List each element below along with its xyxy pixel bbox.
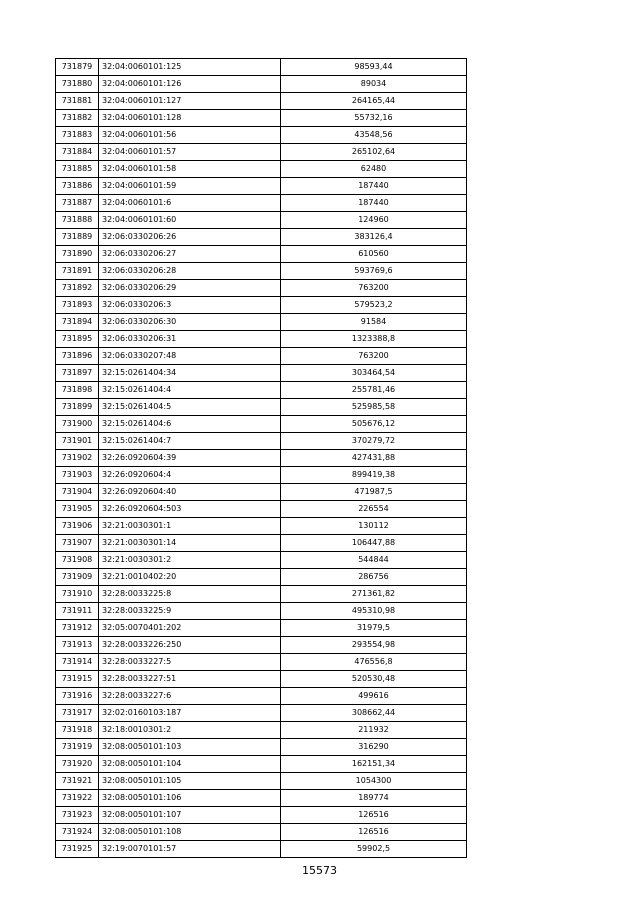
row-id-cell: 731903 (56, 467, 99, 484)
cadastral-value-cell: 593769,6 (281, 263, 467, 280)
table-row (56, 382, 467, 399)
row-id-cell: 731886 (56, 178, 99, 195)
cadastral-number-cell: 32:08:0050101:106 (99, 790, 281, 807)
table-row (56, 739, 467, 756)
row-id-cell: 731916 (56, 688, 99, 705)
table-row (56, 671, 467, 688)
table-row (56, 297, 467, 314)
cadastral-value-table (55, 58, 467, 858)
cadastral-value-cell: 505676,12 (281, 416, 467, 433)
table-row (56, 76, 467, 93)
cadastral-number-cell: 32:04:0060101:56 (99, 127, 281, 144)
table-row (56, 246, 467, 263)
cadastral-value-cell: 471987,5 (281, 484, 467, 501)
cadastral-number-cell: 32:28:0033227:51 (99, 671, 281, 688)
cadastral-value-cell: 476556,8 (281, 654, 467, 671)
cadastral-value-cell: 308662,44 (281, 705, 467, 722)
cadastral-value-cell: 271361,82 (281, 586, 467, 603)
cadastral-number-cell: 32:19:0070101:57 (99, 841, 281, 858)
table-row (56, 552, 467, 569)
table-row (56, 569, 467, 586)
cadastral-number-cell: 32:04:0060101:126 (99, 76, 281, 93)
table-row (56, 110, 467, 127)
row-id-cell: 731922 (56, 790, 99, 807)
table-row (56, 263, 467, 280)
cadastral-number-cell: 32:21:0030301:14 (99, 535, 281, 552)
cadastral-value-cell: 62480 (281, 161, 467, 178)
row-id-cell: 731882 (56, 110, 99, 127)
cadastral-number-cell: 32:28:0033225:9 (99, 603, 281, 620)
table-row (56, 161, 467, 178)
row-id-cell: 731893 (56, 297, 99, 314)
row-id-cell: 731907 (56, 535, 99, 552)
row-id-cell: 731901 (56, 433, 99, 450)
table-row (56, 348, 467, 365)
row-id-cell: 731923 (56, 807, 99, 824)
cadastral-value-cell: 303464,54 (281, 365, 467, 382)
table-row (56, 178, 467, 195)
table-row (56, 841, 467, 858)
row-id-cell: 731911 (56, 603, 99, 620)
page-number: 15573 (302, 864, 337, 877)
row-id-cell: 731889 (56, 229, 99, 246)
cadastral-number-cell: 32:05:0070401:202 (99, 620, 281, 637)
cadastral-number-cell: 32:28:0033226:250 (99, 637, 281, 654)
row-id-cell: 731887 (56, 195, 99, 212)
cadastral-value-cell: 499616 (281, 688, 467, 705)
table-row (56, 416, 467, 433)
cadastral-number-cell: 32:06:0330206:31 (99, 331, 281, 348)
table-row (56, 688, 467, 705)
table-row (56, 280, 467, 297)
cadastral-number-cell: 32:18:0010301:2 (99, 722, 281, 739)
table-row (56, 365, 467, 382)
table-row (56, 314, 467, 331)
table-row (56, 212, 467, 229)
cadastral-value-cell: 427431,88 (281, 450, 467, 467)
row-id-cell: 731914 (56, 654, 99, 671)
cadastral-value-cell: 43548,56 (281, 127, 467, 144)
cadastral-number-cell: 32:15:0261404:5 (99, 399, 281, 416)
table-row (56, 93, 467, 110)
table-row (56, 518, 467, 535)
row-id-cell: 731880 (56, 76, 99, 93)
cadastral-number-cell: 32:21:0030301:1 (99, 518, 281, 535)
cadastral-value-cell: 162151,34 (281, 756, 467, 773)
row-id-cell: 731896 (56, 348, 99, 365)
cadastral-value-cell: 126516 (281, 807, 467, 824)
cadastral-number-cell: 32:02:0160103:187 (99, 705, 281, 722)
row-id-cell: 731900 (56, 416, 99, 433)
cadastral-value-cell: 579523,2 (281, 297, 467, 314)
cadastral-number-cell: 32:04:0060101:128 (99, 110, 281, 127)
row-id-cell: 731888 (56, 212, 99, 229)
cadastral-value-cell: 316290 (281, 739, 467, 756)
cadastral-number-cell: 32:04:0060101:59 (99, 178, 281, 195)
cadastral-value-cell: 98593,44 (281, 59, 467, 76)
table-row (56, 586, 467, 603)
cadastral-number-cell: 32:04:0060101:60 (99, 212, 281, 229)
table-row (56, 705, 467, 722)
cadastral-number-cell: 32:06:0330206:26 (99, 229, 281, 246)
table-row (56, 773, 467, 790)
cadastral-value-cell: 59902,5 (281, 841, 467, 858)
cadastral-number-cell: 32:08:0050101:107 (99, 807, 281, 824)
table-row (56, 501, 467, 518)
cadastral-value-cell: 106447,88 (281, 535, 467, 552)
row-id-cell: 731921 (56, 773, 99, 790)
cadastral-value-cell: 187440 (281, 178, 467, 195)
row-id-cell: 731885 (56, 161, 99, 178)
row-id-cell: 731899 (56, 399, 99, 416)
cadastral-value-cell: 1323388,8 (281, 331, 467, 348)
cadastral-number-cell: 32:28:0033227:5 (99, 654, 281, 671)
cadastral-value-cell: 130112 (281, 518, 467, 535)
cadastral-number-cell: 32:06:0330206:3 (99, 297, 281, 314)
cadastral-number-cell: 32:06:0330206:28 (99, 263, 281, 280)
row-id-cell: 731894 (56, 314, 99, 331)
table-body (56, 59, 467, 858)
cadastral-value-cell: 370279,72 (281, 433, 467, 450)
cadastral-number-cell: 32:06:0330206:29 (99, 280, 281, 297)
table-row (56, 807, 467, 824)
row-id-cell: 731905 (56, 501, 99, 518)
row-id-cell: 731890 (56, 246, 99, 263)
row-id-cell: 731908 (56, 552, 99, 569)
row-id-cell: 731924 (56, 824, 99, 841)
row-id-cell: 731898 (56, 382, 99, 399)
cadastral-value-cell: 763200 (281, 348, 467, 365)
row-id-cell: 731883 (56, 127, 99, 144)
cadastral-value-cell: 124960 (281, 212, 467, 229)
cadastral-value-cell: 1054300 (281, 773, 467, 790)
cadastral-value-cell: 544844 (281, 552, 467, 569)
table-row (56, 722, 467, 739)
cadastral-number-cell: 32:08:0050101:103 (99, 739, 281, 756)
row-id-cell: 731884 (56, 144, 99, 161)
cadastral-number-cell: 32:08:0050101:105 (99, 773, 281, 790)
cadastral-number-cell: 32:26:0920604:39 (99, 450, 281, 467)
table-row (56, 127, 467, 144)
cadastral-number-cell: 32:04:0060101:58 (99, 161, 281, 178)
table-row (56, 144, 467, 161)
cadastral-value-cell: 89034 (281, 76, 467, 93)
cadastral-number-cell: 32:21:0010402:20 (99, 569, 281, 586)
cadastral-value-cell: 189774 (281, 790, 467, 807)
table-row (56, 450, 467, 467)
cadastral-value-cell: 520530,48 (281, 671, 467, 688)
row-id-cell: 731904 (56, 484, 99, 501)
cadastral-number-cell: 32:15:0261404:6 (99, 416, 281, 433)
cadastral-value-cell: 286756 (281, 569, 467, 586)
cadastral-value-cell: 91584 (281, 314, 467, 331)
row-id-cell: 731919 (56, 739, 99, 756)
cadastral-number-cell: 32:04:0060101:127 (99, 93, 281, 110)
row-id-cell: 731918 (56, 722, 99, 739)
cadastral-value-cell: 226554 (281, 501, 467, 518)
row-id-cell: 731881 (56, 93, 99, 110)
table-row (56, 59, 467, 76)
table-row (56, 824, 467, 841)
row-id-cell: 731915 (56, 671, 99, 688)
cadastral-value-cell: 264165,44 (281, 93, 467, 110)
row-id-cell: 731902 (56, 450, 99, 467)
cadastral-number-cell: 32:04:0060101:6 (99, 195, 281, 212)
row-id-cell: 731906 (56, 518, 99, 535)
cadastral-value-cell: 610560 (281, 246, 467, 263)
table-row (56, 654, 467, 671)
table-row (56, 331, 467, 348)
cadastral-value-cell: 265102,64 (281, 144, 467, 161)
cadastral-value-cell: 126516 (281, 824, 467, 841)
row-id-cell: 731897 (56, 365, 99, 382)
cadastral-number-cell: 32:04:0060101:57 (99, 144, 281, 161)
row-id-cell: 731913 (56, 637, 99, 654)
cadastral-number-cell: 32:06:0330207:48 (99, 348, 281, 365)
cadastral-number-cell: 32:06:0330206:27 (99, 246, 281, 263)
cadastral-value-cell: 211932 (281, 722, 467, 739)
row-id-cell: 731910 (56, 586, 99, 603)
cadastral-number-cell: 32:26:0920604:40 (99, 484, 281, 501)
row-id-cell: 731895 (56, 331, 99, 348)
table-row (56, 535, 467, 552)
table-row (56, 229, 467, 246)
row-id-cell: 731920 (56, 756, 99, 773)
cadastral-number-cell: 32:26:0920604:4 (99, 467, 281, 484)
row-id-cell: 731909 (56, 569, 99, 586)
cadastral-value-cell: 763200 (281, 280, 467, 297)
table-row (56, 467, 467, 484)
table-row (56, 790, 467, 807)
table-row (56, 756, 467, 773)
cadastral-number-cell: 32:15:0261404:4 (99, 382, 281, 399)
cadastral-number-cell: 32:26:0920604:503 (99, 501, 281, 518)
table-row (56, 620, 467, 637)
cadastral-number-cell: 32:28:0033225:8 (99, 586, 281, 603)
row-id-cell: 731891 (56, 263, 99, 280)
cadastral-number-cell: 32:21:0030301:2 (99, 552, 281, 569)
cadastral-value-cell: 525985,58 (281, 399, 467, 416)
row-id-cell: 731892 (56, 280, 99, 297)
row-id-cell: 731879 (56, 59, 99, 76)
cadastral-value-cell: 255781,46 (281, 382, 467, 399)
cadastral-value-cell: 55732,16 (281, 110, 467, 127)
table-row (56, 637, 467, 654)
cadastral-number-cell: 32:08:0050101:108 (99, 824, 281, 841)
cadastral-number-cell: 32:28:0033227:6 (99, 688, 281, 705)
table-row (56, 399, 467, 416)
cadastral-value-cell: 899419,38 (281, 467, 467, 484)
cadastral-value-cell: 383126,4 (281, 229, 467, 246)
cadastral-value-cell: 187440 (281, 195, 467, 212)
table-row (56, 433, 467, 450)
row-id-cell: 731925 (56, 841, 99, 858)
cadastral-number-cell: 32:06:0330206:30 (99, 314, 281, 331)
table-row (56, 195, 467, 212)
cadastral-number-cell: 32:08:0050101:104 (99, 756, 281, 773)
cadastral-value-cell: 293554,98 (281, 637, 467, 654)
row-id-cell: 731917 (56, 705, 99, 722)
cadastral-number-cell: 32:15:0261404:34 (99, 365, 281, 382)
cadastral-number-cell: 32:04:0060101:125 (99, 59, 281, 76)
cadastral-value-cell: 495310,98 (281, 603, 467, 620)
table-row (56, 603, 467, 620)
table-row (56, 484, 467, 501)
row-id-cell: 731912 (56, 620, 99, 637)
cadastral-value-cell: 31979,5 (281, 620, 467, 637)
cadastral-number-cell: 32:15:0261404:7 (99, 433, 281, 450)
